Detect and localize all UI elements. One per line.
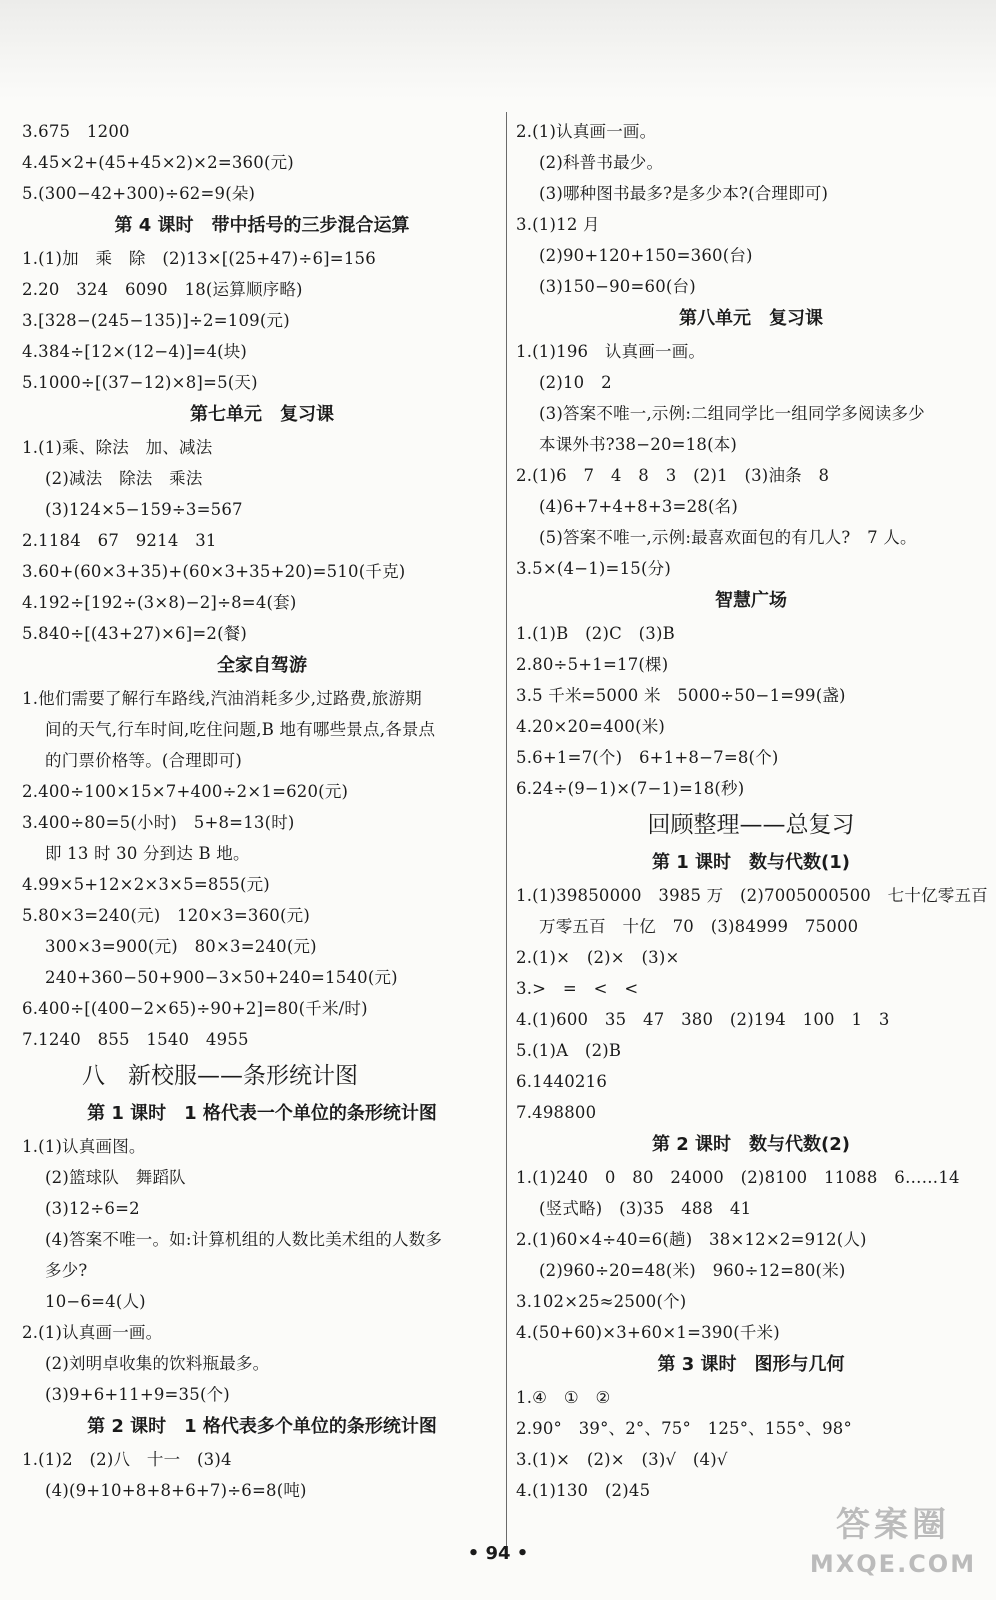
answer-line: 3.[328−(245−135)]÷2=109(元) [22,311,290,330]
answer-line: 3.675 1200 [22,122,130,141]
answer-line: 5.6+1=7(个) 6+1+8−7=8(个) [516,748,779,767]
section-heading: 智慧广场 [715,590,787,611]
answer-subline: 300×3=900(元) 80×3=240(元) [45,937,317,956]
chapter-title: 八 新校服——条形统计图 [82,1063,358,1089]
answer-subline: (3)答案不唯一,示例:二组同学比一组同学多阅读多少 [539,404,925,423]
answer-line: 4.20×20=400(米) [516,717,666,736]
answer-line: 1.(1)2 (2)八 十一 (3)4 [22,1450,232,1469]
answer-subline: (4)6+7+4+8+3=28(名) [539,497,738,516]
answer-line: 3.> = < < [516,979,639,998]
answer-subline: (4)(9+10+8+8+6+7)÷6=8(吨) [45,1481,307,1500]
answer-subline: (3)150−90=60(台) [539,277,696,296]
answer-line: 2.(1)认真画一画。 [516,122,657,141]
answer-line: 2.(1)× (2)× (3)× [516,948,680,967]
answer-line: 7.1240 855 1540 4955 [22,1030,249,1049]
answer-line: 1.(1)乘、除法 加、减法 [22,438,213,457]
answer-line: 3.60+(60×3+35)+(60×3+35+20)=510(千克) [22,562,406,581]
answer-line: 3.400÷80=5(小时) 5+8=13(时) [22,813,295,832]
answer-line: 4.192÷[192÷(3×8)−2]÷8=4(套) [22,593,297,612]
column-divider [506,112,507,1552]
answer-line: 6.400÷[(400−2×65)÷90+2]=80(千米/时) [22,999,368,1018]
answer-line: 1.(1)240 0 80 24000 (2)8100 11088 6……14 [516,1168,960,1187]
answer-line: 3.102×25≈2500(个) [516,1292,687,1311]
answer-line: 5.840÷[(43+27)×6]=2(餐) [22,624,248,643]
answer-line: 7.498800 [516,1103,597,1122]
answer-subline: 本课外书?38−20=18(本) [539,435,738,454]
answer-subline: (3)12÷6=2 [45,1199,140,1218]
scan-header-band [0,0,996,100]
answer-line: 1.(1)B (2)C (3)B [516,624,675,643]
answer-line: 1.(1)认真画图。 [22,1137,146,1156]
answer-line: 4.(1)600 35 47 380 (2)194 100 1 3 [516,1010,890,1029]
answer-line: 2.80÷5+1=17(棵) [516,655,669,674]
answer-line: 3.(1)× (2)× (3)√ (4)√ [516,1450,728,1469]
answer-subline: 间的天气,行车时间,吃住问题,B 地有哪些景点,各景点 [45,720,436,739]
page-number: • 94 • [467,1543,529,1564]
answer-line: 6.1440216 [516,1072,608,1091]
answer-subline: 10−6=4(人) [45,1292,146,1311]
answer-subline: (2)10 2 [539,373,612,392]
section-heading: 第 2 课时 1 格代表多个单位的条形统计图 [87,1416,437,1437]
answer-subline: (2)减法 除法 乘法 [45,469,203,488]
section-heading: 第七单元 复习课 [190,404,334,425]
answer-line: 1.(1)加 乘 除 (2)13×[(25+47)÷6]=156 [22,249,376,268]
answer-subline: (2)篮球队 舞蹈队 [45,1168,186,1187]
answer-subline: (4)答案不唯一。如:计算机组的人数比美术组的人数多 [45,1230,443,1249]
answer-subline: (3)124×5−159÷3=567 [45,500,243,519]
answer-subline: (2)960÷20=48(米) 960÷12=80(米) [539,1261,846,1280]
answer-line: 3.5×(4−1)=15(分) [516,559,671,578]
answer-line: 2.90° 39°、2°、75° 125°、155°、98° [516,1419,852,1438]
section-heading: 第 2 课时 数与代数(2) [651,1134,851,1155]
answer-line: 5.1000÷[(37−12)×8]=5(天) [22,373,258,392]
answer-subline: 即 13 时 30 分到达 B 地。 [45,844,250,863]
answer-subline: (2)90+120+150=360(台) [539,246,753,265]
answer-line: 5.(1)A (2)B [516,1041,622,1060]
answer-line: 6.24÷(9−1)×(7−1)=18(秒) [516,779,745,798]
chapter-title: 回顾整理——总复习 [647,812,855,838]
answer-subline: (3)9+6+11+9=35(个) [45,1385,230,1404]
answer-line: 2.(1)认真画一画。 [22,1323,163,1342]
answer-subline: (5)答案不唯一,示例:最喜欢面包的有几人? 7 人。 [539,528,917,547]
answer-subline: (2)刘明卓收集的饮料瓶最多。 [45,1354,270,1373]
answer-subline: (竖式略) (3)35 488 41 [539,1199,752,1218]
right-column [516,116,986,1506]
answer-line: 1.(1)39850000 3985 万 (2)7005000500 七十亿零五百 [516,886,988,905]
answer-line: 3.5 千米=5000 米 5000÷50−1=99(盏) [516,686,846,705]
answer-line: 4.(50+60)×3+60×1=390(千米) [516,1323,780,1342]
answer-subline: 240+360−50+900−3×50+240=1540(元) [45,968,398,987]
watermark-text: 答案圈 [836,1505,950,1545]
left-column [22,116,502,1506]
answer-line: 2.400÷100×15×7+400÷2×1=620(元) [22,782,349,801]
section-heading: 第 3 课时 图形与几何 [657,1354,845,1375]
answer-subline: 的门票价格等。(合理即可) [45,751,242,770]
answer-line: 4.384÷[12×(12−4)]=4(块) [22,342,248,361]
answer-line: 5.80×3=240(元) 120×3=360(元) [22,906,310,925]
answer-line: 5.(300−42+300)÷62=9(朵) [22,184,256,203]
section-heading: 第 4 课时 带中括号的三步混合运算 [114,215,410,236]
section-heading: 第 1 课时 1 格代表一个单位的条形统计图 [87,1103,437,1124]
watermark-logo [804,1502,982,1594]
answer-line: 3.(1)12 月 [516,215,600,234]
section-heading: 第 1 课时 数与代数(1) [651,852,851,873]
answer-line: 2.20 324 6090 18(运算顺序略) [22,280,303,299]
answer-line: 1.他们需要了解行车路线,汽油消耗多少,过路费,旅游期 [22,689,422,708]
answer-line: 4.(1)130 (2)45 [516,1481,651,1500]
answer-subline: (2)科普书最少。 [539,153,664,172]
answer-line: 4.99×5+12×2×3×5=855(元) [22,875,270,894]
answer-subline: 多少? [45,1261,88,1280]
watermark-url: MXQE.COM [809,1550,977,1578]
answer-line: 4.45×2+(45+45×2)×2=360(元) [22,153,294,172]
answer-subline: (3)哪种图书最多?是多少本?(合理即可) [539,184,829,203]
answer-subline: 万零五百 十亿 70 (3)84999 75000 [539,917,859,936]
answer-line: 1.④ ① ② [516,1388,611,1407]
answer-line: 2.(1)60×4÷40=6(趟) 38×12×2=912(人) [516,1230,867,1249]
answer-line: 2.1184 67 9214 31 [22,531,217,550]
section-heading: 第八单元 复习课 [679,308,823,329]
answer-line: 2.(1)6 7 4 8 3 (2)1 (3)油条 8 [516,466,830,485]
answer-line: 1.(1)196 认真画一画。 [516,342,706,361]
section-heading: 全家自驾游 [217,655,307,676]
